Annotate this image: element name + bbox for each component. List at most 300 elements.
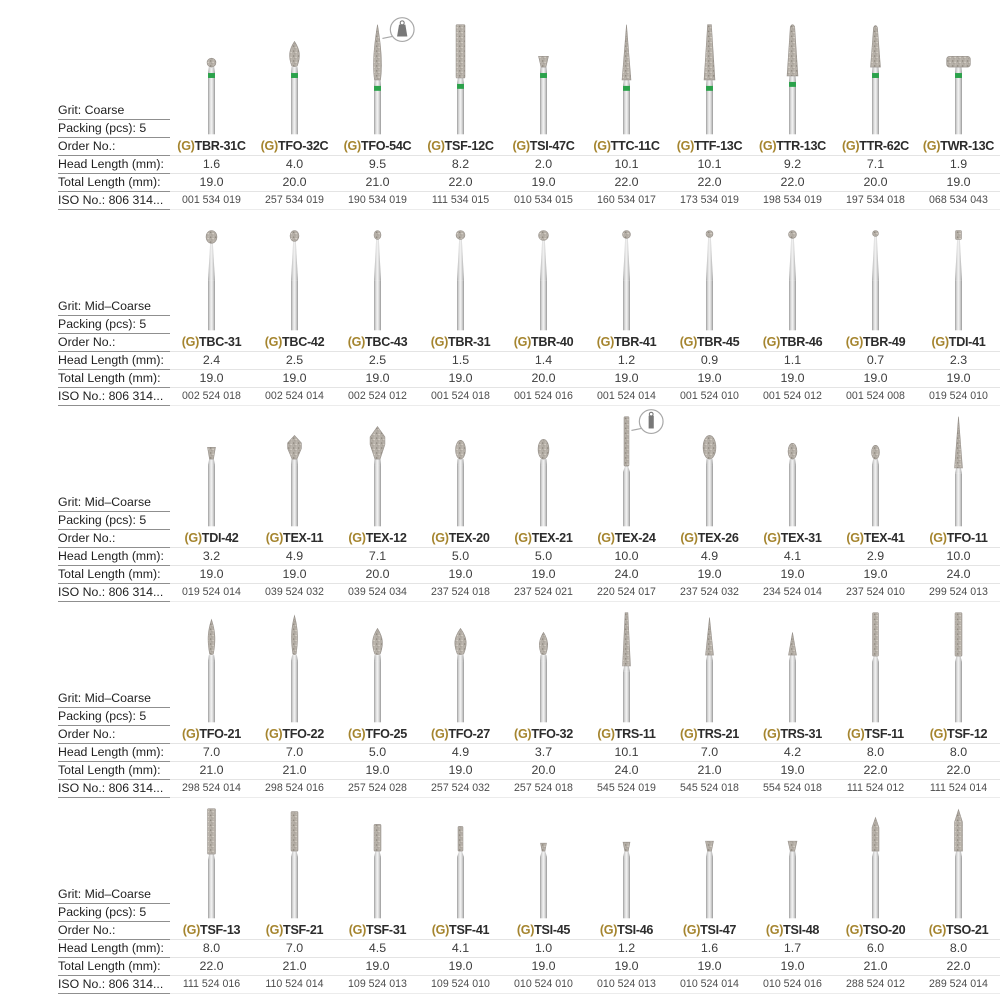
- bur-illustration: [834, 210, 917, 334]
- bur-illustration: [336, 14, 419, 138]
- product-total-length: 19.0: [502, 566, 585, 584]
- product-model: [668, 138, 751, 156]
- row-label-iso-no: ISO No.: 806 314...: [58, 976, 170, 994]
- row-label-order-no: Order No.:: [58, 726, 170, 744]
- bur-illustration: [834, 14, 917, 138]
- product-head-length: 4.2: [751, 744, 834, 762]
- product-total-length: 20.0: [253, 174, 336, 192]
- product-row: [58, 210, 1000, 406]
- model-name: TBR-49: [863, 335, 906, 349]
- product-head-length: 7.0: [668, 744, 751, 762]
- model-name: TSF-12C: [444, 139, 494, 153]
- bur-illustration: [917, 798, 1000, 922]
- product-iso-no: 190 534 019: [336, 192, 419, 210]
- row-label-order-no: Order No.:: [58, 922, 170, 940]
- model-prefix: (G): [597, 727, 615, 741]
- bur-image: [502, 798, 585, 922]
- model-prefix: (G): [264, 335, 282, 349]
- row-label-iso-no: ISO No.: 806 314...: [58, 780, 170, 798]
- product-model: [419, 334, 502, 352]
- product-model: [751, 138, 834, 156]
- product-total-length: 19.0: [502, 958, 585, 976]
- product-iso-no: 001 524 012: [751, 388, 834, 406]
- product-iso-no: 173 534 019: [668, 192, 751, 210]
- bur-image: [834, 14, 917, 138]
- bur-illustration: [170, 14, 253, 138]
- product-iso-no: 220 524 017: [585, 584, 668, 602]
- product-head-length: 1.2: [585, 940, 668, 958]
- product-total-length: 19.0: [253, 370, 336, 388]
- bur-illustration: [253, 406, 336, 530]
- bur-illustration: [419, 210, 502, 334]
- model-name: TSI-47C: [529, 139, 575, 153]
- product-model: [253, 530, 336, 548]
- product-iso-no: 237 524 010: [834, 584, 917, 602]
- product-total-length: 19.0: [668, 566, 751, 584]
- model-name: TDI-41: [948, 335, 986, 349]
- row-label-packing: Packing (pcs): 5: [58, 708, 170, 726]
- bur-illustration: [502, 210, 585, 334]
- product-model: [751, 334, 834, 352]
- row-label-total-length: Total Length (mm):: [58, 762, 170, 780]
- product-iso-no: 109 524 013: [336, 976, 419, 994]
- product-total-length: 20.0: [834, 174, 917, 192]
- product-cell: [502, 406, 585, 602]
- product-total-length: 22.0: [917, 762, 1000, 780]
- model-name: TFO-32: [531, 727, 573, 741]
- model-name: TFO-11: [946, 531, 988, 545]
- row-label-packing: Packing (pcs): 5: [58, 512, 170, 530]
- model-name: TRS-21: [697, 727, 739, 741]
- product-cell: [834, 14, 917, 210]
- product-cell: [419, 406, 502, 602]
- product-total-length: 22.0: [170, 958, 253, 976]
- product-head-length: 1.5: [419, 352, 502, 370]
- product-model: [668, 922, 751, 940]
- bur-image: [751, 210, 834, 334]
- product-model: [170, 922, 253, 940]
- product-cell: [585, 210, 668, 406]
- model-prefix: (G): [431, 727, 449, 741]
- product-total-length: 22.0: [668, 174, 751, 192]
- bur-illustration: [336, 406, 419, 530]
- model-prefix: (G): [260, 139, 278, 153]
- product-head-length: 10.1: [668, 156, 751, 174]
- product-head-length: 8.0: [917, 940, 1000, 958]
- product-iso-no: 289 524 014: [917, 976, 1000, 994]
- product-model: [668, 334, 751, 352]
- product-iso-no: 298 524 014: [170, 780, 253, 798]
- product-total-length: 24.0: [917, 566, 1000, 584]
- model-name: TEX-20: [448, 531, 490, 545]
- model-prefix: (G): [184, 531, 202, 545]
- bur-image: [917, 602, 1000, 726]
- model-name: TTC-11C: [610, 139, 660, 153]
- product-model: [751, 530, 834, 548]
- product-cell: [917, 14, 1000, 210]
- product-cell: [834, 406, 917, 602]
- product-cell: [668, 14, 751, 210]
- model-prefix: (G): [348, 727, 366, 741]
- bur-image: [253, 210, 336, 334]
- product-iso-no: 545 524 019: [585, 780, 668, 798]
- product-head-length: 5.0: [419, 548, 502, 566]
- product-head-length: 10.0: [917, 548, 1000, 566]
- bur-illustration: [751, 602, 834, 726]
- model-name: TSI-48: [783, 923, 820, 937]
- product-iso-no: 237 524 021: [502, 584, 585, 602]
- model-name: TRS-11: [614, 727, 656, 741]
- bur-image: [668, 406, 751, 530]
- product-cell: [751, 406, 834, 602]
- product-cell: [668, 798, 751, 994]
- bur-image: [751, 602, 834, 726]
- row-label-iso-no: ISO No.: 806 314...: [58, 192, 170, 210]
- bur-illustration: [336, 210, 419, 334]
- bur-illustration: [336, 798, 419, 922]
- product-total-length: 19.0: [336, 762, 419, 780]
- product-cell: [585, 798, 668, 994]
- product-cell: [419, 210, 502, 406]
- model-prefix: (G): [679, 335, 697, 349]
- bur-illustration: [419, 406, 502, 530]
- row-label-grit: Grit: Coarse: [58, 102, 170, 120]
- model-name: TSF-41: [449, 923, 490, 937]
- product-iso-no: 257 534 019: [253, 192, 336, 210]
- product-cell: [834, 210, 917, 406]
- product-model: [336, 922, 419, 940]
- bur-image: [419, 210, 502, 334]
- model-prefix: (G): [348, 531, 366, 545]
- bur-image: [170, 406, 253, 530]
- bur-illustration: [170, 406, 253, 530]
- model-prefix: (G): [182, 923, 201, 937]
- row-label-order-no: Order No.:: [58, 138, 170, 156]
- model-prefix: (G): [680, 531, 698, 545]
- product-cell: [502, 602, 585, 798]
- model-name: TBR-41: [614, 335, 657, 349]
- product-cell: [253, 798, 336, 994]
- model-name: TBR-31C: [194, 139, 246, 153]
- product-cell: [170, 210, 253, 406]
- bur-image: [419, 798, 502, 922]
- model-prefix: (G): [676, 139, 694, 153]
- product-head-length: 4.5: [336, 940, 419, 958]
- product-iso-no: 554 524 018: [751, 780, 834, 798]
- bur-image: [585, 798, 668, 922]
- product-iso-no: 010 524 010: [502, 976, 585, 994]
- product-model: [834, 530, 917, 548]
- product-head-length: 2.3: [917, 352, 1000, 370]
- product-model: [502, 922, 585, 940]
- row-label-total-length: Total Length (mm):: [58, 566, 170, 584]
- product-total-length: 19.0: [751, 958, 834, 976]
- product-head-length: 2.5: [253, 352, 336, 370]
- product-head-length: 7.1: [336, 548, 419, 566]
- product-total-length: 21.0: [253, 958, 336, 976]
- bur-image: [502, 406, 585, 530]
- product-model: [502, 726, 585, 744]
- bur-image: [170, 14, 253, 138]
- product-model: [419, 726, 502, 744]
- model-prefix: (G): [762, 335, 780, 349]
- row-label-iso-no: ISO No.: 806 314...: [58, 388, 170, 406]
- model-prefix: (G): [763, 727, 781, 741]
- product-iso-no: 110 524 014: [253, 976, 336, 994]
- bur-image: [668, 14, 751, 138]
- bur-image: [751, 14, 834, 138]
- product-model: [253, 138, 336, 156]
- product-cell: [585, 602, 668, 798]
- row-spec-labels: [58, 14, 170, 210]
- product-row: [58, 14, 1000, 210]
- model-name: TSO-21: [946, 923, 989, 937]
- bur-illustration: [585, 210, 668, 334]
- row-label-total-length: Total Length (mm):: [58, 370, 170, 388]
- product-total-length: 19.0: [668, 958, 751, 976]
- product-head-length: 4.9: [253, 548, 336, 566]
- product-head-length: 10.1: [585, 744, 668, 762]
- product-model: [336, 138, 419, 156]
- product-cell: [917, 406, 1000, 602]
- model-prefix: (G): [682, 923, 701, 937]
- product-total-length: 19.0: [834, 566, 917, 584]
- model-name: TBR-31: [448, 335, 491, 349]
- model-name: TFO-25: [365, 727, 407, 741]
- row-spec-labels: [58, 406, 170, 602]
- product-total-length: 19.0: [834, 370, 917, 388]
- product-iso-no: 299 524 013: [917, 584, 1000, 602]
- product-total-length: 19.0: [419, 370, 502, 388]
- product-row: [58, 798, 1000, 994]
- model-prefix: (G): [599, 923, 618, 937]
- product-model: [917, 922, 1000, 940]
- product-model: [834, 138, 917, 156]
- product-head-length: 4.0: [253, 156, 336, 174]
- product-iso-no: 019 524 010: [917, 388, 1000, 406]
- product-iso-no: 111 524 014: [917, 780, 1000, 798]
- product-total-length: 21.0: [170, 762, 253, 780]
- product-total-length: 19.0: [751, 370, 834, 388]
- bur-image: [253, 14, 336, 138]
- bur-image: [834, 406, 917, 530]
- product-iso-no: 111 524 012: [834, 780, 917, 798]
- bur-illustration: [751, 406, 834, 530]
- product-cell: [419, 602, 502, 798]
- row-label-order-no: Order No.:: [58, 334, 170, 352]
- model-name: TTR-13C: [776, 139, 826, 153]
- row-label-packing: Packing (pcs): 5: [58, 120, 170, 138]
- model-prefix: (G): [759, 139, 777, 153]
- product-model: [834, 726, 917, 744]
- bur-image: [253, 798, 336, 922]
- product-model: [585, 530, 668, 548]
- product-model: [502, 334, 585, 352]
- product-model: [668, 530, 751, 548]
- product-iso-no: 001 524 014: [585, 388, 668, 406]
- product-head-length: 0.9: [668, 352, 751, 370]
- model-name: TTF-13C: [694, 139, 743, 153]
- bur-illustration: [585, 14, 668, 138]
- product-head-length: 9.5: [336, 156, 419, 174]
- model-name: TSF-13: [200, 923, 241, 937]
- product-cell: [419, 14, 502, 210]
- model-prefix: (G): [928, 923, 946, 937]
- product-iso-no: 001 524 016: [502, 388, 585, 406]
- product-total-length: 19.0: [751, 762, 834, 780]
- row-label-iso-no: ISO No.: 806 314...: [58, 584, 170, 602]
- model-name: TEX-21: [531, 531, 573, 545]
- row-label-head-length: Head Length (mm):: [58, 744, 170, 762]
- product-cell: [170, 14, 253, 210]
- product-head-length: 7.0: [170, 744, 253, 762]
- product-model: [751, 726, 834, 744]
- model-prefix: (G): [182, 727, 200, 741]
- product-model: [751, 922, 834, 940]
- model-prefix: (G): [431, 923, 450, 937]
- model-name: TSF-11: [864, 727, 904, 741]
- model-name: TTR-62C: [859, 139, 909, 153]
- product-cell: [336, 14, 419, 210]
- product-cell: [502, 210, 585, 406]
- product-head-length: 2.0: [502, 156, 585, 174]
- product-cell: [253, 210, 336, 406]
- bur-illustration: [585, 602, 668, 726]
- model-prefix: (G): [931, 335, 949, 349]
- product-cell: [253, 602, 336, 798]
- model-name: TBC-43: [365, 335, 408, 349]
- product-cell: [751, 14, 834, 210]
- product-head-length: 3.2: [170, 548, 253, 566]
- bur-illustration: [585, 798, 668, 922]
- model-name: TEX-11: [283, 531, 324, 545]
- product-total-length: 19.0: [585, 958, 668, 976]
- product-head-length: 4.9: [419, 744, 502, 762]
- bur-image: [502, 602, 585, 726]
- bur-image: [170, 798, 253, 922]
- product-iso-no: 010 534 015: [502, 192, 585, 210]
- model-name: TWR-13C: [940, 139, 995, 153]
- model-name: TRS-31: [780, 727, 822, 741]
- bur-illustration: [668, 798, 751, 922]
- product-iso-no: 234 524 014: [751, 584, 834, 602]
- model-prefix: (G): [596, 335, 614, 349]
- bur-illustration: [751, 14, 834, 138]
- product-grid: [170, 14, 1000, 210]
- row-label-order-no: Order No.:: [58, 530, 170, 548]
- product-head-length: 4.9: [668, 548, 751, 566]
- product-cell: [336, 602, 419, 798]
- product-cell: [336, 210, 419, 406]
- product-head-length: 5.0: [336, 744, 419, 762]
- bur-image: [170, 602, 253, 726]
- bur-illustration: [502, 14, 585, 138]
- product-grid: [170, 602, 1000, 798]
- product-total-length: 22.0: [917, 958, 1000, 976]
- product-iso-no: 257 524 032: [419, 780, 502, 798]
- bur-illustration: [502, 406, 585, 530]
- bur-image: [336, 798, 419, 922]
- product-head-length: 4.1: [419, 940, 502, 958]
- product-head-length: 8.0: [834, 744, 917, 762]
- product-head-length: 7.0: [253, 744, 336, 762]
- product-model: [834, 922, 917, 940]
- product-iso-no: 001 524 018: [419, 388, 502, 406]
- model-prefix: (G): [516, 923, 535, 937]
- product-total-length: 19.0: [751, 566, 834, 584]
- product-cell: [253, 406, 336, 602]
- product-head-length: 1.4: [502, 352, 585, 370]
- model-prefix: (G): [929, 531, 947, 545]
- model-prefix: (G): [430, 335, 448, 349]
- model-prefix: (G): [427, 139, 445, 153]
- model-prefix: (G): [846, 531, 864, 545]
- product-model: [585, 922, 668, 940]
- row-label-head-length: Head Length (mm):: [58, 352, 170, 370]
- product-total-length: 20.0: [502, 370, 585, 388]
- product-head-length: 2.5: [336, 352, 419, 370]
- model-name: TFO-32C: [277, 139, 329, 153]
- model-name: TEX-31: [780, 531, 822, 545]
- product-total-length: 21.0: [253, 762, 336, 780]
- bur-illustration: [917, 602, 1000, 726]
- product-head-length: 2.4: [170, 352, 253, 370]
- model-name: TSO-20: [863, 923, 906, 937]
- product-cell: [419, 798, 502, 994]
- product-head-length: 5.0: [502, 548, 585, 566]
- product-head-length: 7.1: [834, 156, 917, 174]
- head-profile-callout-icon: [382, 18, 414, 42]
- product-iso-no: 002 524 014: [253, 388, 336, 406]
- product-total-length: 22.0: [419, 174, 502, 192]
- product-cell: [502, 798, 585, 994]
- bur-illustration: [419, 14, 502, 138]
- product-model: [419, 138, 502, 156]
- product-model: [419, 530, 502, 548]
- product-model: [917, 726, 1000, 744]
- product-cell: [917, 602, 1000, 798]
- bur-illustration: [502, 602, 585, 726]
- product-iso-no: 160 534 017: [585, 192, 668, 210]
- model-name: TBC-31: [199, 335, 242, 349]
- product-model: [170, 726, 253, 744]
- model-name: TEX-26: [697, 531, 739, 545]
- bur-image: [751, 406, 834, 530]
- bur-illustration: [834, 602, 917, 726]
- bur-image: [834, 602, 917, 726]
- model-prefix: (G): [513, 335, 531, 349]
- product-iso-no: 010 524 016: [751, 976, 834, 994]
- bur-illustration: [253, 14, 336, 138]
- product-iso-no: 111 534 015: [419, 192, 502, 210]
- model-prefix: (G): [680, 727, 698, 741]
- product-model: [917, 530, 1000, 548]
- bur-illustration: [668, 406, 751, 530]
- bur-image: [834, 798, 917, 922]
- model-prefix: (G): [514, 727, 532, 741]
- row-spec-labels: [58, 602, 170, 798]
- bur-image: [585, 14, 668, 138]
- bur-image: [336, 406, 419, 530]
- product-model: [419, 922, 502, 940]
- bur-image: [253, 602, 336, 726]
- product-model: [834, 334, 917, 352]
- bur-illustration: [917, 14, 1000, 138]
- product-cell: [834, 798, 917, 994]
- model-prefix: (G): [845, 335, 863, 349]
- product-cell: [668, 602, 751, 798]
- bur-illustration: [253, 210, 336, 334]
